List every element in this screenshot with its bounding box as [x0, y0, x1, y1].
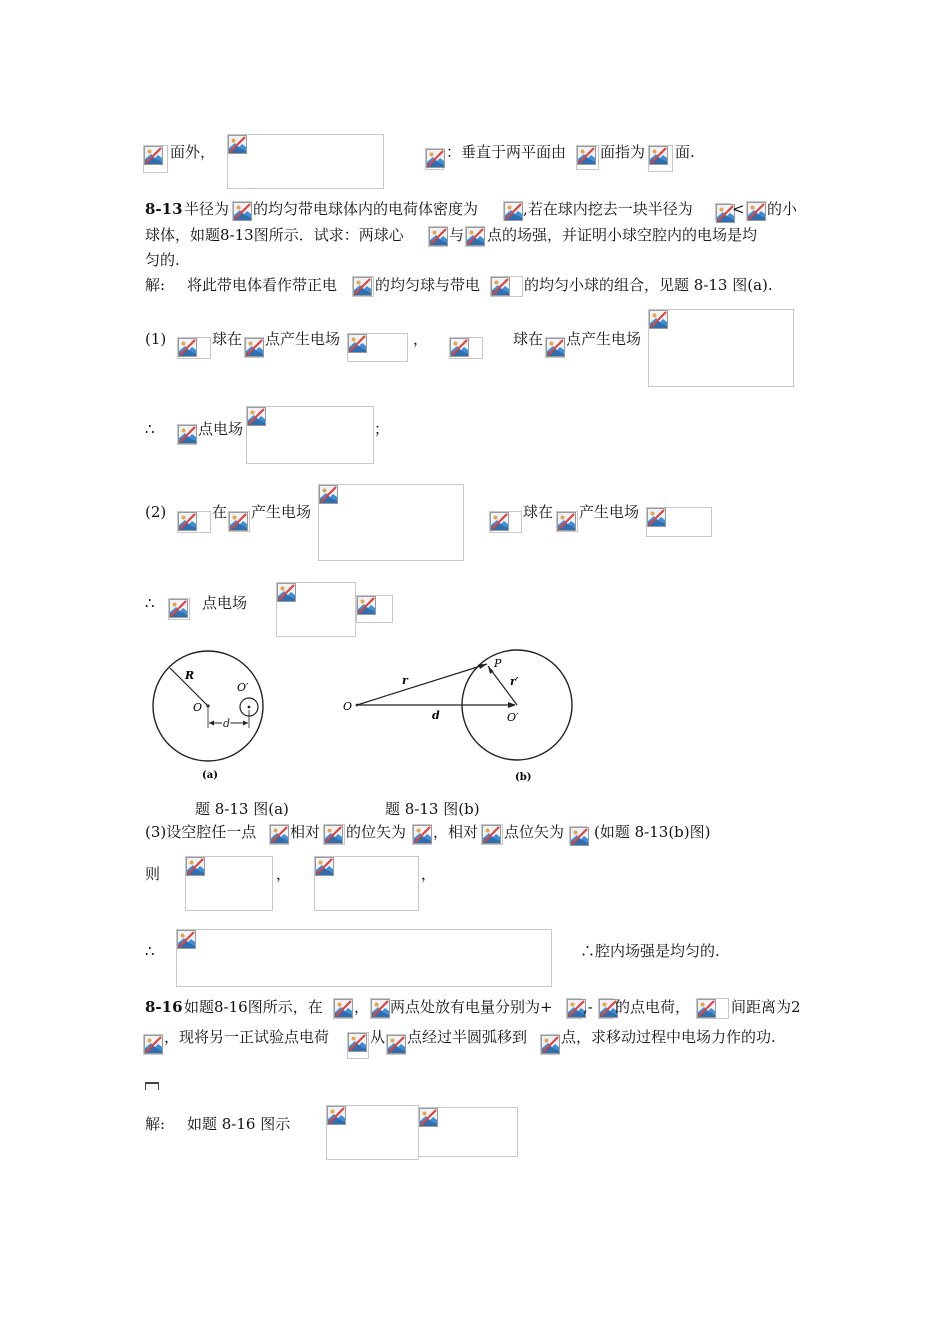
text: 在: [212, 503, 228, 521]
text: (3)设空腔任一点: [145, 823, 257, 841]
text: ,-: [583, 998, 593, 1016]
figure-a-caption: (a): [202, 770, 218, 781]
formula-image: [347, 333, 408, 362]
therefore-symbol: ∴: [145, 420, 155, 438]
formula-image: [177, 424, 197, 445]
formula-image: [276, 582, 356, 637]
vector-r-arrow: [479, 664, 488, 669]
formula-image: [566, 998, 582, 1019]
broken-image-icon: [450, 338, 469, 357]
broken-image-icon: [229, 512, 248, 531]
broken-image-icon: [419, 1108, 438, 1127]
broken-image-icon: [466, 227, 485, 246]
broken-image-icon: [429, 227, 448, 246]
text: 从: [370, 1028, 386, 1046]
stray-mark: [145, 1082, 159, 1090]
text: 的位矢为: [346, 823, 407, 841]
text: 将此带电体看作带正电: [187, 276, 338, 294]
formula-image: [370, 998, 390, 1019]
formula-image: [556, 511, 578, 532]
label-O: O: [193, 701, 203, 714]
text: 球体，如题8-13图所示．试求：两球心: [145, 226, 404, 244]
text: 面.: [675, 143, 695, 161]
formula-image: [386, 1034, 406, 1055]
text: 点电场: [202, 594, 248, 612]
text: 产生电场: [251, 503, 312, 521]
broken-image-icon: [327, 1106, 346, 1125]
text: ；: [374, 420, 390, 438]
broken-image-icon: [315, 857, 334, 876]
formula-image: [418, 1107, 518, 1157]
vector-r: [357, 664, 487, 705]
broken-image-icon: [324, 825, 343, 844]
formula-image: [227, 134, 384, 189]
formula-image: [489, 511, 522, 533]
formula-image: [168, 598, 190, 620]
broken-image-icon: [504, 202, 523, 221]
text: ：垂直于两平面由: [446, 143, 567, 161]
formula-image: [347, 1032, 369, 1059]
broken-image-icon: [747, 202, 766, 221]
text: 球在: [513, 330, 544, 348]
broken-image-icon: [178, 425, 197, 444]
broken-image-icon: [546, 338, 565, 357]
text: 的小: [767, 200, 798, 218]
formula-image: [143, 1034, 163, 1055]
broken-image-icon: [697, 999, 716, 1018]
text: 的均匀球与带电: [375, 276, 481, 294]
text: 球在: [212, 330, 243, 348]
broken-image-icon: [577, 146, 596, 165]
text: 相对: [290, 823, 321, 841]
broken-image-icon: [177, 930, 196, 949]
text: 的点电荷，: [615, 998, 691, 1016]
text: ∴腔内场强是均匀的.: [580, 942, 720, 960]
dim-arrow-left: [209, 721, 214, 726]
label-Op: O′: [237, 681, 249, 694]
formula-image: [412, 824, 432, 845]
formula-image: [356, 595, 393, 623]
broken-image-icon: [348, 334, 367, 353]
text: 如题8-16图所示，在: [184, 998, 323, 1016]
figure-a: [145, 650, 280, 790]
formula-image: [715, 203, 731, 221]
formula-image: [540, 1034, 560, 1055]
text: 的均匀带电球体内的电荷体密度为: [253, 200, 479, 218]
formula-image: [176, 929, 552, 987]
formula-image: [425, 148, 444, 170]
broken-image-icon: [426, 149, 445, 168]
text: 半径为: [184, 200, 230, 218]
broken-image-icon: [178, 512, 197, 531]
center-dot-o: [206, 704, 209, 707]
formula-image: [352, 276, 374, 297]
label-rp: r′: [510, 675, 519, 688]
formula-image: [449, 337, 483, 359]
text: ，: [421, 865, 437, 883]
formula-image: [746, 201, 766, 221]
formula-image: [646, 507, 712, 537]
broken-image-icon: [357, 596, 376, 615]
text: ，: [413, 330, 429, 348]
broken-image-icon: [570, 827, 589, 846]
text: 产生电场: [579, 503, 640, 521]
text: <: [732, 200, 745, 218]
broken-image-icon: [228, 135, 247, 154]
formula-image: [323, 824, 345, 845]
text: ，现将另一正试验点电荷: [164, 1028, 330, 1046]
therefore-symbol: ∴: [145, 942, 155, 960]
problem-number: 8-16: [145, 998, 183, 1016]
text: 点产生电场: [566, 330, 642, 348]
text: 点产生电场: [265, 330, 341, 348]
label-d: d: [432, 709, 440, 722]
point-O: [356, 704, 359, 707]
formula-image: [244, 337, 264, 358]
formula-image: [490, 276, 523, 297]
label-r: r: [402, 674, 408, 687]
text: 面外，: [170, 143, 216, 161]
broken-image-icon: [144, 146, 163, 165]
text: (2): [145, 503, 167, 521]
broken-image-icon: [541, 1035, 560, 1054]
label-d: d: [223, 717, 231, 730]
broken-image-icon: [413, 825, 432, 844]
text: 点经过半圆弧移到: [407, 1028, 528, 1046]
text: 如题 8-16 图示: [187, 1115, 291, 1133]
broken-image-icon: [348, 1033, 367, 1052]
broken-image-icon: [491, 277, 510, 296]
text: 点的场强，并证明小球空腔内的电场是均: [487, 226, 758, 244]
formula-image: [648, 145, 673, 172]
formula-image: [545, 337, 565, 358]
text: 点，求移动过程中电场力作的功.: [561, 1028, 776, 1046]
broken-image-icon: [647, 508, 666, 527]
text: 则: [145, 865, 161, 883]
text: 面指为: [600, 143, 646, 161]
formula-image: [333, 998, 353, 1019]
formula-image: [232, 201, 252, 221]
broken-image-icon: [490, 512, 509, 531]
formula-image: [696, 998, 729, 1019]
formula-image: [481, 824, 503, 845]
text: ,若在球内挖去一块半径为: [523, 200, 693, 218]
text: 解:: [145, 1115, 166, 1133]
formula-image: [228, 511, 250, 532]
formula-image: [314, 856, 419, 911]
center-dot-op: [248, 706, 251, 709]
formula-image: [569, 826, 587, 845]
broken-image-icon: [186, 857, 205, 876]
broken-image-icon: [557, 512, 576, 531]
text: ，: [354, 998, 370, 1016]
formula-image: [428, 226, 448, 247]
broken-image-icon: [387, 1035, 406, 1054]
formula-image: [269, 824, 289, 845]
text: 与: [449, 226, 465, 244]
broken-image-icon: [178, 338, 197, 357]
formula-image: [465, 226, 485, 247]
broken-image-icon: [270, 825, 289, 844]
formula-image: [576, 145, 599, 170]
text: (如题 8-13(b)图): [594, 823, 711, 841]
text: 两点处放有电量分别为+: [390, 998, 553, 1016]
formula-image: [318, 484, 464, 561]
broken-image-icon: [353, 277, 372, 296]
formula-image: [143, 145, 168, 173]
text: ，相对: [433, 823, 479, 841]
text: 间距离为2: [731, 998, 801, 1016]
text: 的均匀小球的组合，见题 8-13 图(a).: [524, 276, 773, 294]
broken-image-icon: [371, 999, 390, 1018]
broken-image-icon: [144, 1035, 163, 1054]
broken-image-icon: [649, 310, 668, 329]
broken-image-icon: [233, 202, 252, 221]
text: 点电场: [198, 420, 244, 438]
formula-image: [246, 406, 374, 464]
broken-image-icon: [319, 485, 338, 504]
therefore-symbol: ∴: [145, 594, 155, 612]
broken-image-icon: [649, 146, 668, 165]
formula-image: [503, 201, 523, 221]
figure-caption-a: 题 8-13 图(a): [195, 800, 289, 818]
label-O: O: [343, 700, 353, 713]
label-P: P: [494, 657, 502, 670]
broken-image-icon: [247, 407, 266, 426]
figure-b: [335, 640, 585, 790]
broken-image-icon: [482, 825, 501, 844]
text: (1): [145, 330, 167, 348]
problem-number: 8-13: [145, 200, 183, 218]
dim-arrow-right: [243, 721, 248, 726]
formula-image: [177, 337, 211, 359]
formula-image: [185, 856, 273, 911]
figure-b-caption: (b): [515, 772, 532, 783]
broken-image-icon: [334, 999, 353, 1018]
formula-image: [177, 511, 211, 533]
figure-caption-b: 题 8-13 图(b): [385, 800, 480, 818]
text: 匀的.: [145, 251, 180, 269]
text: ，: [276, 865, 292, 883]
broken-image-icon: [169, 599, 188, 618]
label-Op: O′: [507, 711, 519, 724]
text: 点位矢为: [504, 823, 565, 841]
formula-image: [598, 998, 614, 1019]
label-R: R: [185, 669, 195, 682]
broken-image-icon: [245, 338, 264, 357]
formula-image: [648, 309, 794, 387]
formula-image: [326, 1105, 419, 1160]
broken-image-icon: [277, 583, 296, 602]
text: 解:: [145, 276, 166, 294]
text: 球在: [523, 503, 554, 521]
